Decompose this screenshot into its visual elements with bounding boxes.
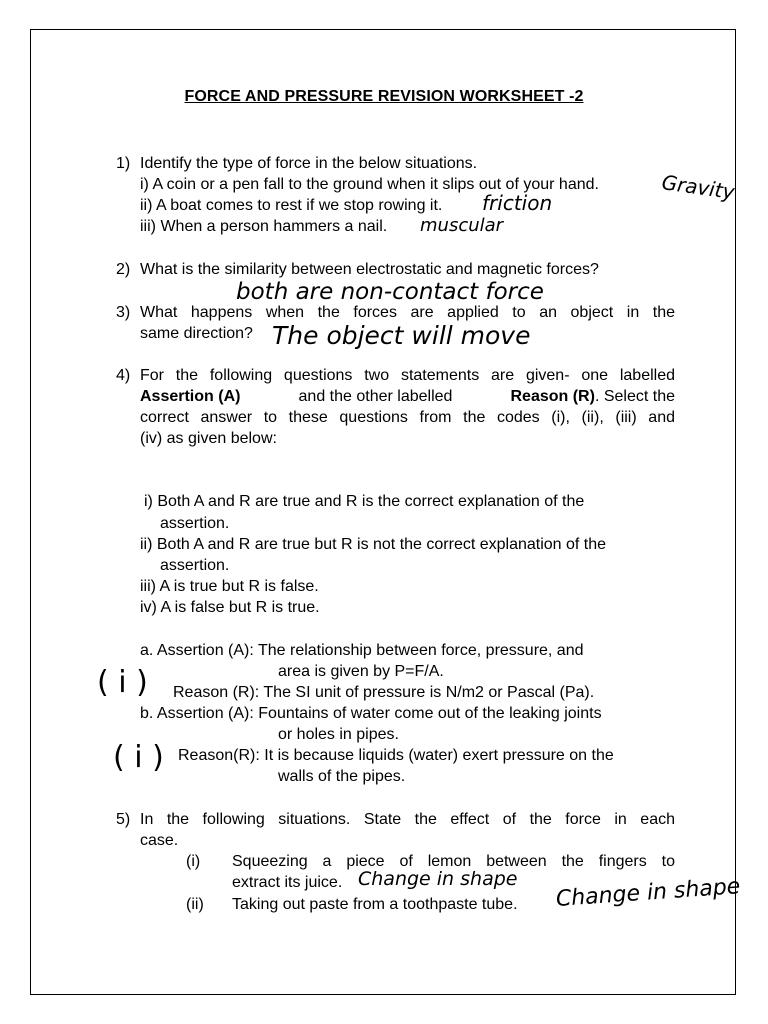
code-iii: iii) A is true but R is false.	[140, 578, 319, 595]
code-i-line1: i) Both A and R are true and R is the correct explanation of the	[144, 493, 585, 510]
q5-i-answer-handwritten: Change in shape	[358, 868, 518, 890]
q1-item-i: i) A coin or a pen fall to the ground when it slips out of your hand.	[140, 176, 599, 193]
q1-answer-iii-handwritten: muscular	[420, 215, 504, 236]
q4-number: 4)	[116, 367, 131, 384]
q1-answer-ii-handwritten: friction	[482, 191, 553, 215]
code-i-line2: assertion.	[160, 515, 230, 532]
q2-answer-handwritten: both are non-contact force	[236, 279, 544, 305]
reason-label: Reason (R)	[510, 388, 595, 405]
q2-number: 2)	[116, 261, 131, 278]
reason-b-cont: walls of the pipes.	[278, 768, 406, 785]
q5-number: 5)	[116, 811, 131, 828]
q5-ii-number: (ii)	[186, 896, 204, 913]
assertion-a: a. Assertion (A): The relationship between force, pressure, and	[140, 642, 584, 659]
q4-line1: For the following questions two statements are given- one labelled	[140, 367, 675, 384]
q5-i-number: (i)	[186, 853, 201, 870]
assertion-b-cont: or holes in pipes.	[278, 726, 399, 743]
code-iv: iv) A is false but R is true.	[140, 599, 320, 616]
q1-item-ii: ii) A boat comes to rest if we stop rowing it.	[140, 197, 443, 214]
reason-a: Reason (R): The SI unit of pressure is N/m2 or Pascal (Pa).	[173, 684, 595, 701]
q3-number: 3)	[116, 304, 131, 321]
q4-line2-end: . Select the	[594, 388, 675, 405]
q1-text: Identify the type of force in the below situations.	[140, 155, 478, 172]
q4-line3: correct answer to these questions from the codes (i), (ii), (iii) and	[140, 409, 675, 426]
reason-b: Reason(R): It is because liquids (water) exert pressure on the	[178, 747, 614, 764]
assertion-a-cont: area is given by P=F/A.	[278, 663, 444, 680]
q4a-answer-handwritten: ( i )	[97, 665, 148, 700]
code-ii-line1: ii) Both A and R are true but R is not the correct explanation of the	[140, 536, 607, 553]
q5-i-line2: extract its juice.	[232, 874, 343, 891]
q4b-answer-handwritten: ( i )	[113, 740, 164, 775]
q3-line2: same direction?	[140, 325, 253, 342]
q2-text: What is the similarity between electrostatic and magnetic forces?	[140, 261, 599, 278]
q4-line4: (iv) as given below:	[140, 430, 277, 447]
assertion-b: b. Assertion (A): Fountains of water come out of the leaking joints	[140, 705, 602, 722]
q1-number: 1)	[116, 155, 131, 172]
worksheet-title: FORCE AND PRESSURE REVISION WORKSHEET -2	[184, 88, 584, 105]
q1-answer-i-handwritten: Gravity	[660, 170, 737, 205]
q3-answer-handwritten: The object will move	[272, 321, 531, 350]
q1-item-iii: iii) When a person hammers a nail.	[140, 218, 388, 235]
q3-line1: What happens when the forces are applied to an object in the	[140, 304, 675, 321]
assertion-label: Assertion (A)	[140, 388, 241, 405]
q5-i-line1: Squeezing a piece of lemon between the fingers to	[232, 853, 675, 870]
code-ii-line2: assertion.	[160, 557, 230, 574]
q4-line2	[140, 386, 675, 407]
q5-ii-answer-handwritten: Change in shape	[555, 874, 742, 912]
q5-ii-text: Taking out paste from a toothpaste tube.	[232, 896, 518, 913]
q4-line2-mid: and the other labelled	[298, 388, 453, 405]
q5-line2: case.	[140, 832, 179, 849]
q5-line1: In the following situations. State the effect of the force in each	[140, 811, 675, 828]
